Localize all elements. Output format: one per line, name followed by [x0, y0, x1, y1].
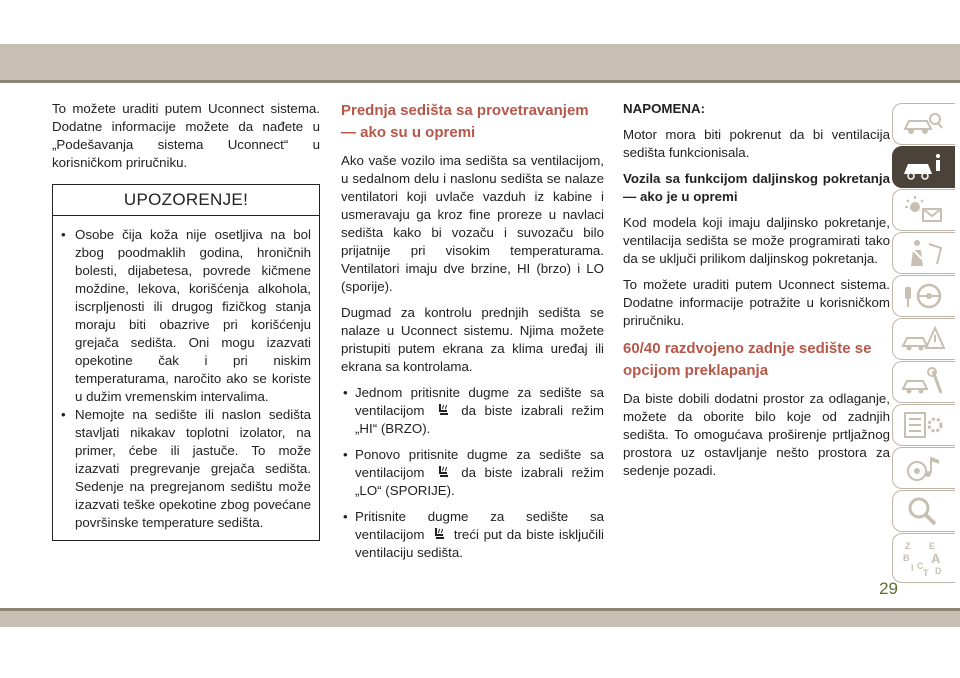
bottom-band	[0, 611, 960, 627]
svg-text:C: C	[917, 561, 924, 571]
paragraph: Ako vaše vozilo ima sedišta sa ventilacijom, u sedalnom delu i naslonu sedišta se nalaze ventilatori koji uvlače vazduh iz kabine i usmeravaju ga kroz fine proreze u navlaci sedišta kako bi vozaču i suvozaču bilo prijatnije pri visokim temperaturama. Ventilatori imaju dve brzine, HI (brzo) i LO (sporije).	[341, 153, 604, 294]
tab-wrench-car[interactable]	[892, 361, 955, 403]
page-number: 29	[879, 579, 898, 598]
bullet-text: Pritisnite dugme za sedište sa ventilacijom	[355, 509, 604, 542]
ventilated-seat-icon	[436, 465, 450, 479]
wrench-car-icon	[901, 367, 945, 397]
tab-warning-car[interactable]	[892, 318, 955, 360]
bullet-item	[341, 446, 604, 500]
tab-car-search[interactable]	[892, 103, 955, 145]
tab-lights-message[interactable]	[892, 189, 955, 231]
svg-text:T: T	[923, 568, 929, 577]
tab-steering-key[interactable]	[892, 275, 955, 317]
section-heading-ventilated-seats: Prednja sedišta sa provetravanjem — ako su u opremi	[341, 102, 589, 141]
warning-box	[52, 184, 320, 541]
warning-item: • Nemojte na sedište ili naslon sedišta stavljati nikakav toplotni izolator, na primer, ćebe ili jastuče. To može izazvati pregrevanje grejača sedišta. Sedenje na pregrejanom sedištu može izazvati teške opekotine zbog povećane površinske temperature sedišta.	[61, 406, 311, 532]
warning-title: UPOZORENJE!	[53, 185, 319, 216]
column-left	[52, 100, 320, 541]
ventilated-seat-icon	[436, 403, 450, 417]
bullet-item	[341, 384, 604, 438]
steering-key-icon	[901, 281, 945, 311]
warning-car-icon	[901, 324, 945, 354]
paragraph: Da biste dobili dodatni prostor za odlaganje, možete da oborite bilo koje od zadnjih sedišta. To omogućava proširenje prtljažnog prostora uz ostavljanje nešto prostora za sedenje pozadi.	[623, 391, 890, 478]
tab-search[interactable]	[892, 490, 955, 532]
section-heading-split-rear-seat: 60/40 razdvojeno zadnje sedište se opcijom preklapanja	[623, 340, 872, 379]
bullet-text: da biste izabrali režim „HI“ (BRZO).	[355, 403, 604, 436]
paragraph: Dugmad za kontrolu prednjih sedišta se nalaze u Uconnect sistemu. Njima možete pristupiti putem ekrana za klima uređaj ili ekrana sa kontrolama.	[341, 305, 604, 374]
note-text: Motor mora biti pokrenut da bi ventilacija sedišta funkcionisala.	[623, 127, 890, 160]
ventilated-seat-icon	[432, 527, 446, 541]
note-heading: NAPOMENA:	[623, 101, 705, 116]
bullet-item	[341, 508, 604, 562]
subheading-remote-start: Vozila sa funkcijom daljinskog pokretanja — ako je u opremi	[623, 171, 890, 204]
top-band	[0, 44, 960, 80]
bullet-text: Ponovo pritisnite dugme za sedište sa ventilacijom	[355, 447, 604, 480]
bullet-text: treći put da biste isključili ventilaciju sedišta.	[355, 527, 605, 560]
warning-item: • Osobe čija koža nije osetljiva na bol zbog poodmaklih godina, hroničnih bolesti, dijabetesa, povrede kičmene moždine, lekova, korišćenja alkohola, iscrpljenosti ili drugog fizičkog stanja moraju biti obazrive pri korišćenju grejača sedišta. Oni mogu izazvati opekotine čak i pri niskim temperaturama, naročito ako se koriste u dužim vremenskim intervalima.	[61, 226, 311, 406]
car-search-icon	[901, 109, 945, 139]
car-info-icon	[901, 152, 945, 182]
svg-text:D: D	[935, 566, 942, 576]
top-band-line	[0, 80, 960, 83]
svg-text:Z: Z	[905, 541, 911, 551]
seatbelt-airbag-icon	[901, 238, 945, 268]
magnifier-icon	[901, 496, 945, 526]
bullet-text: da biste izabrali režim „LO“ (SPORIJE).	[355, 465, 604, 498]
tab-car-info[interactable]	[892, 146, 955, 188]
paragraph: Kod modela koji imaju daljinsko pokretanje, ventilacija sedišta se može programirati tako da se uključi prilikom daljinskog pokretanja.	[623, 215, 890, 266]
index-letters-icon	[901, 539, 945, 577]
checklist-gear-icon	[901, 410, 945, 440]
column-right	[623, 100, 890, 488]
intro-paragraph: To možete uraditi putem Uconnect sistema. Dodatne informacije možete da nađete u „Podešavanja sistema Uconnect“ u korisničkom priručniku.	[52, 101, 320, 170]
svg-text:B: B	[903, 553, 910, 563]
svg-text:I: I	[911, 563, 914, 573]
svg-text:E: E	[929, 541, 936, 551]
lights-message-icon	[901, 195, 945, 225]
tab-music-settings[interactable]	[892, 447, 955, 489]
tab-checklist-gear[interactable]	[892, 404, 955, 446]
svg-text:A: A	[931, 551, 941, 566]
tab-seatbelt-airbag[interactable]	[892, 232, 955, 274]
tab-index[interactable]	[892, 533, 955, 583]
bullet-text: Jednom pritisnite dugme za sedište sa ventilacijom	[355, 385, 604, 418]
music-settings-icon	[901, 453, 945, 483]
column-middle	[341, 100, 604, 570]
paragraph: To možete uraditi putem Uconnect sistema. Dodatne informacije potražite u korisničkom priručniku.	[623, 277, 890, 328]
warning-list	[53, 216, 319, 540]
